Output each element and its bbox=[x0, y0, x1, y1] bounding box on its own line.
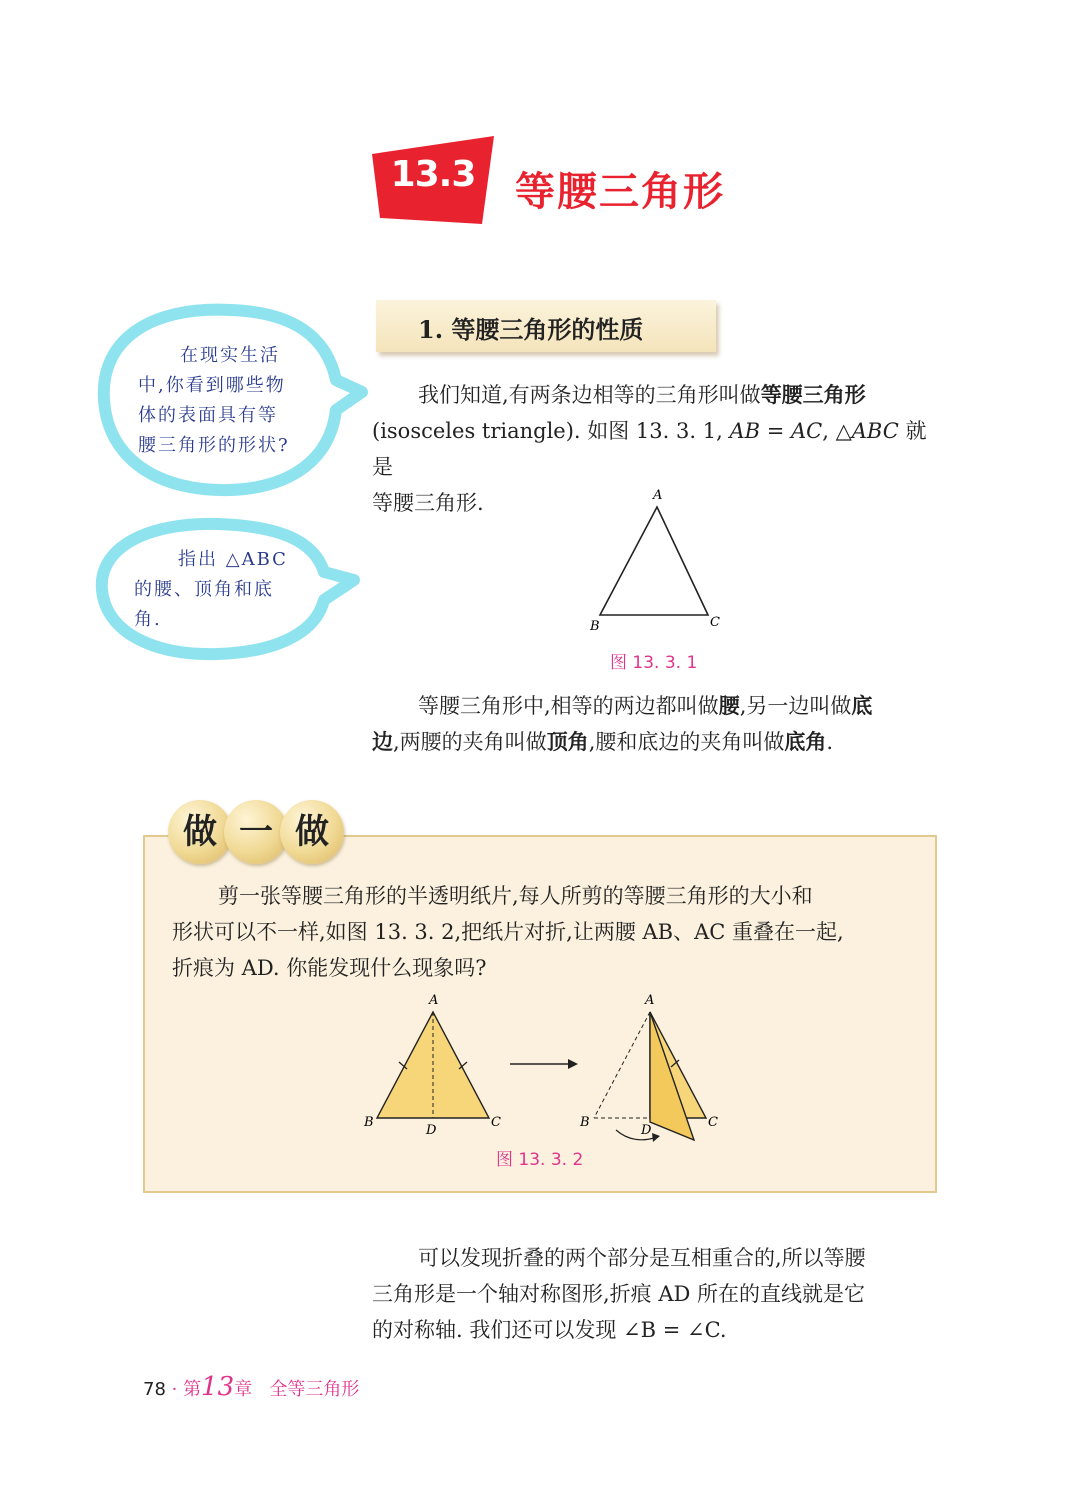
triangle-abc-label: ABC bbox=[851, 419, 899, 443]
label-c: C bbox=[708, 1115, 718, 1130]
figure-1-caption: 图 13. 3. 1 bbox=[610, 653, 698, 673]
label-b: B bbox=[364, 1115, 374, 1130]
term-isosceles: 等腰三角形 bbox=[760, 382, 866, 407]
label-c: C bbox=[491, 1115, 501, 1130]
intro-text: 等腰三角形. bbox=[372, 491, 484, 515]
figure-13-3-1 bbox=[580, 485, 730, 635]
subsection-banner bbox=[376, 300, 716, 352]
conclusion-paragraph bbox=[372, 1240, 942, 1348]
section-title: 等腰三角形 bbox=[515, 169, 725, 215]
bubble-2-text bbox=[134, 545, 304, 635]
chapter-prefix: 第 bbox=[183, 1379, 202, 1400]
equation-ab-ac: AB = AC bbox=[729, 419, 823, 443]
bubble-1-text bbox=[138, 341, 298, 461]
dashed-left-edge bbox=[594, 1012, 650, 1118]
chapter-suffix: 章 bbox=[234, 1379, 253, 1400]
chapter-title: 全等三角形 bbox=[269, 1379, 360, 1400]
section-number: 13.3 bbox=[390, 154, 476, 195]
folded-flap-front bbox=[650, 1012, 694, 1140]
conclusion-line: 的对称轴. 我们还可以发现 ∠B = ∠C. bbox=[372, 1318, 727, 1342]
chapter-number: 13 bbox=[201, 1372, 235, 1402]
definitions-paragraph: 等腰三角形中,相等的两边都叫做腰,另一边叫做底 边,两腰的夹角叫做顶角,腰和底边的夹角叫做底角. bbox=[372, 693, 873, 754]
label-b: B bbox=[580, 1115, 590, 1130]
label-d: D bbox=[426, 1123, 437, 1138]
vertex-c-label: C bbox=[710, 615, 720, 630]
activity-heading-char: 做 bbox=[168, 800, 232, 864]
term-vertex-angle: 顶角 bbox=[546, 729, 589, 754]
bubble-2-line: 角. bbox=[134, 609, 162, 630]
page-number: 78 bbox=[143, 1379, 166, 1400]
section-badge bbox=[372, 136, 494, 224]
footer-dot: · bbox=[171, 1379, 178, 1400]
vertex-b-label: B bbox=[590, 619, 600, 634]
activity-line: 剪一张等腰三角形的半透明纸片,每人所剪的等腰三角形的大小和 bbox=[218, 884, 813, 908]
figure-13-3-2 bbox=[360, 990, 730, 1150]
intro-text: 我们知道,有两条边相等的三角形叫做 bbox=[418, 383, 761, 407]
vertex-a-label: A bbox=[653, 488, 663, 503]
term-base-angle: 底角 bbox=[784, 729, 827, 754]
page-footer bbox=[143, 1372, 359, 1402]
bubble-1-line: 中,你看到哪些物 bbox=[138, 375, 286, 396]
activity-paragraph bbox=[172, 878, 922, 986]
label-d: D bbox=[641, 1123, 652, 1138]
activity-line: 折痕为 AD. 你能发现什么现象吗? bbox=[172, 956, 487, 980]
conclusion-line: 三角形是一个轴对称图形,折痕 AD 所在的直线就是它 bbox=[372, 1282, 866, 1306]
isosceles-triangle bbox=[600, 507, 708, 615]
intro-text: (isosceles triangle). 如图 13. 3. 1, bbox=[372, 419, 730, 443]
conclusion-line: 可以发现折叠的两个部分是互相重合的,所以等腰 bbox=[418, 1246, 866, 1270]
label-a: A bbox=[645, 993, 655, 1008]
term-base: 底 bbox=[851, 693, 873, 718]
bubble-2-line: 指出 △ABC bbox=[178, 549, 288, 570]
activity-heading-char: 一 bbox=[224, 800, 288, 864]
figure-2-caption: 图 13. 3. 2 bbox=[496, 1150, 584, 1170]
bubble-1-line: 在现实生活 bbox=[180, 345, 280, 366]
label-a: A bbox=[429, 993, 439, 1008]
activity-line: 形状可以不一样,如图 13. 3. 2,把纸片对折,让两腰 AB、AC 重叠在一起, bbox=[172, 920, 844, 944]
arrow-head bbox=[568, 1059, 578, 1069]
bubble-1-line: 体的表面具有等 bbox=[138, 405, 278, 426]
subsection-title: 1. 等腰三角形的性质 bbox=[418, 315, 644, 344]
rotation-arrow-head bbox=[652, 1133, 660, 1142]
bubble-1-line: 腰三角形的形状? bbox=[138, 435, 290, 456]
term-leg: 腰 bbox=[718, 693, 740, 718]
bubble-2-line: 的腰、顶角和底 bbox=[134, 579, 274, 600]
activity-heading-char: 做 bbox=[280, 800, 344, 864]
intro-paragraph: 我们知道,有两条边相等的三角形叫做等腰三角形 (isosceles triangle). 如图 13. 3. 1, AB = AC, △ABC 就是 等腰三角形. bbox=[372, 377, 942, 521]
